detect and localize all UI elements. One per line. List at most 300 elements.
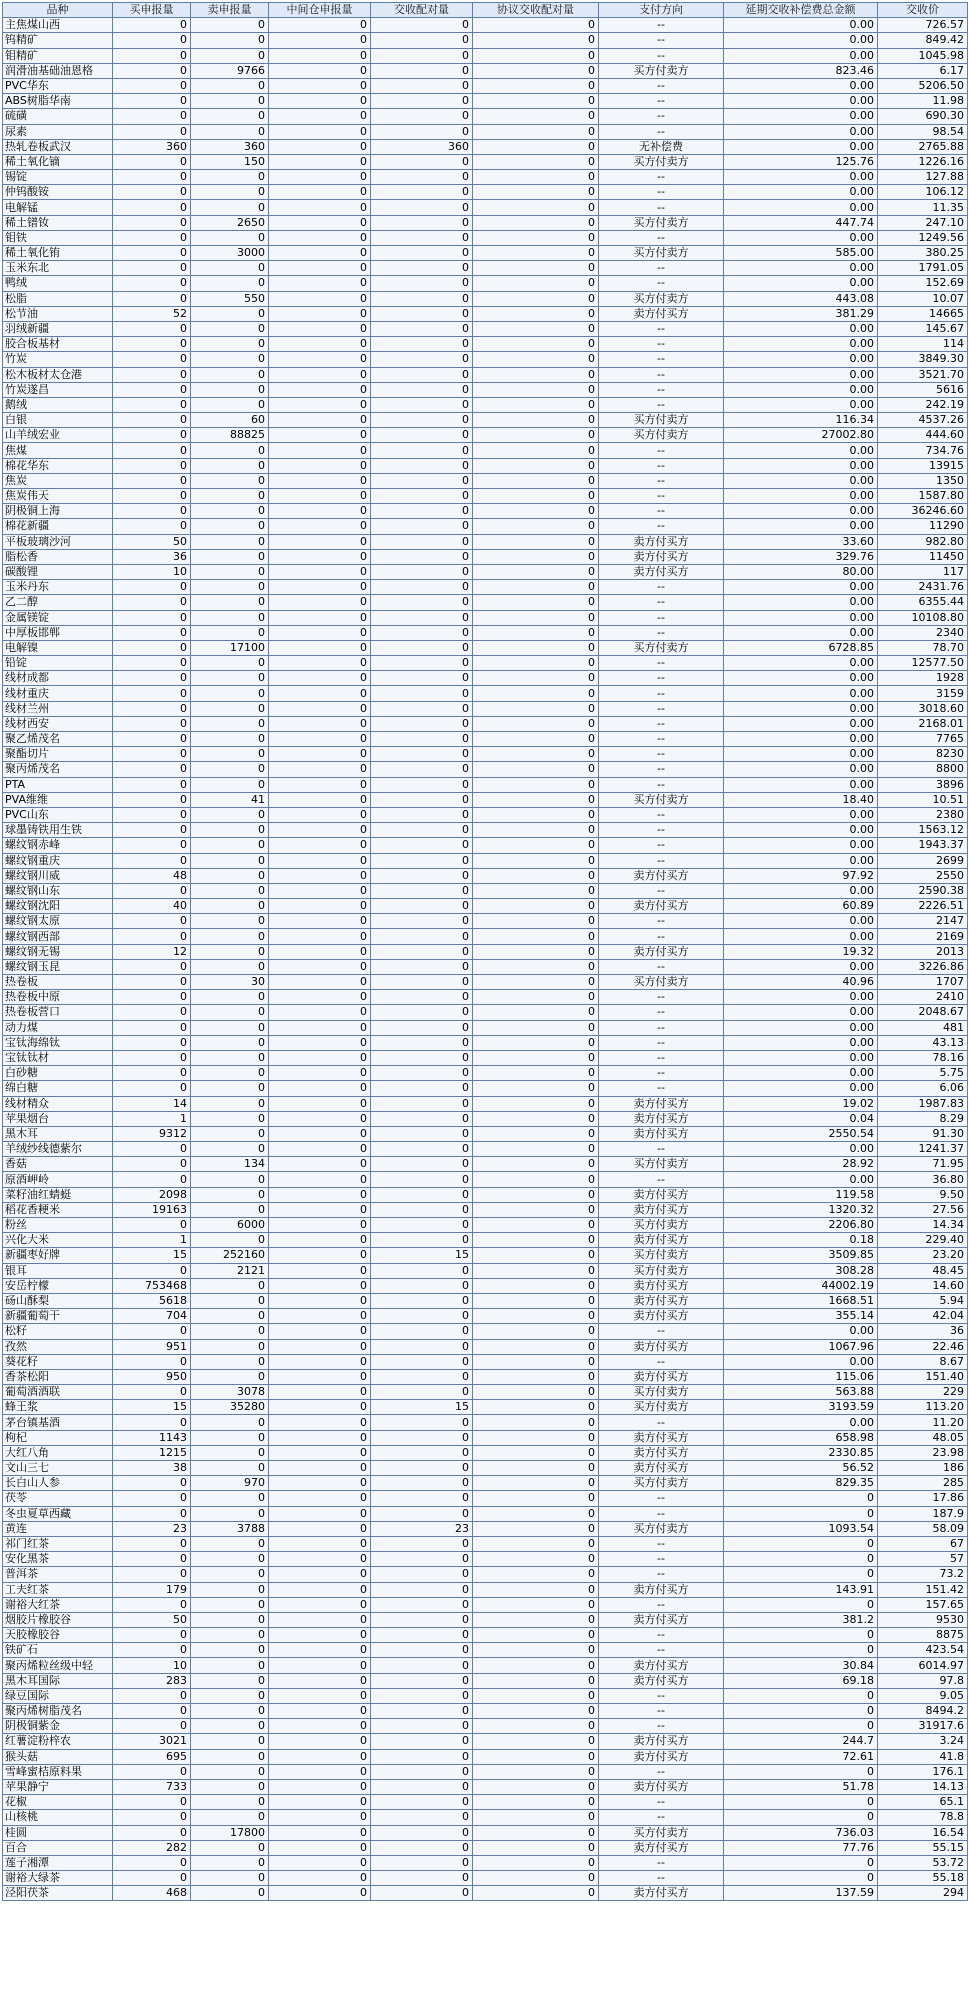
cell-buy-qty: 0 [113, 63, 191, 78]
cell-middle-qty: 0 [269, 1172, 371, 1187]
cell-sell-qty: 0 [191, 580, 269, 595]
cell-compensation: 0.00 [724, 1142, 878, 1157]
cell-agreement-qty: 0 [473, 762, 599, 777]
table-row [3, 48, 968, 63]
cell-variety: 红薯淀粉梓农 [3, 1734, 113, 1749]
cell-variety: 阴极铜紫金 [3, 1719, 113, 1734]
cell-matched-qty: 0 [371, 1005, 473, 1020]
cell-variety: 聚丙烯树脂茂名 [3, 1704, 113, 1719]
cell-compensation: 0.00 [724, 382, 878, 397]
cell-agreement-qty: 0 [473, 230, 599, 245]
cell-sell-qty: 0 [191, 1293, 269, 1308]
cell-matched-qty: 0 [371, 1096, 473, 1111]
cell-middle-qty: 0 [269, 382, 371, 397]
cell-sell-qty: 0 [191, 1795, 269, 1810]
cell-middle-qty: 0 [269, 1385, 371, 1400]
cell-sell-qty: 0 [191, 170, 269, 185]
cell-delivery-price: 8494.2 [878, 1704, 968, 1719]
cell-agreement-qty: 0 [473, 367, 599, 382]
table-row [3, 1339, 968, 1354]
cell-middle-qty: 0 [269, 124, 371, 139]
cell-sell-qty: 0 [191, 94, 269, 109]
cell-buy-qty: 0 [113, 671, 191, 686]
cell-agreement-qty: 0 [473, 1293, 599, 1308]
cell-middle-qty: 0 [269, 397, 371, 412]
cell-sell-qty: 0 [191, 261, 269, 276]
cell-buy-qty: 0 [113, 382, 191, 397]
table-row [3, 1066, 968, 1081]
cell-compensation: 0 [724, 1628, 878, 1643]
cell-variety: 聚乙烯茂名 [3, 732, 113, 747]
cell-variety: 螺纹钢西部 [3, 929, 113, 944]
cell-sell-qty: 0 [191, 352, 269, 367]
cell-compensation: 0.00 [724, 139, 878, 154]
cell-middle-qty: 0 [269, 78, 371, 93]
cell-buy-qty: 0 [113, 625, 191, 640]
cell-pay-direction: 卖方付买方 [599, 1582, 724, 1597]
table-row [3, 1779, 968, 1794]
cell-delivery-price: 78.70 [878, 640, 968, 655]
cell-delivery-price: 41.8 [878, 1749, 968, 1764]
cell-delivery-price: 8.67 [878, 1354, 968, 1369]
cell-matched-qty: 0 [371, 1567, 473, 1582]
table-row [3, 1810, 968, 1825]
cell-compensation: 60.89 [724, 899, 878, 914]
cell-delivery-price: 481 [878, 1020, 968, 1035]
cell-matched-qty: 0 [371, 321, 473, 336]
cell-matched-qty: 0 [371, 1658, 473, 1673]
table-row [3, 382, 968, 397]
cell-agreement-qty: 0 [473, 1142, 599, 1157]
cell-variety: 白银 [3, 413, 113, 428]
cell-variety: ABS树脂华南 [3, 94, 113, 109]
cell-middle-qty: 0 [269, 1020, 371, 1035]
cell-agreement-qty: 0 [473, 1445, 599, 1460]
table-row [3, 868, 968, 883]
table-row [3, 580, 968, 595]
cell-variety: 菜籽油红蜻蜓 [3, 1187, 113, 1202]
cell-buy-qty: 0 [113, 1263, 191, 1278]
cell-matched-qty: 0 [371, 443, 473, 458]
cell-pay-direction: -- [599, 1719, 724, 1734]
cell-pay-direction: -- [599, 701, 724, 716]
cell-compensation: 443.08 [724, 291, 878, 306]
cell-compensation: 0.00 [724, 686, 878, 701]
cell-delivery-price: 1943.37 [878, 838, 968, 853]
cell-matched-qty: 0 [371, 109, 473, 124]
cell-agreement-qty: 0 [473, 823, 599, 838]
cell-delivery-price: 11450 [878, 549, 968, 564]
cell-compensation: 355.14 [724, 1309, 878, 1324]
table-row [3, 1597, 968, 1612]
cell-variety: 钼铁 [3, 230, 113, 245]
cell-middle-qty: 0 [269, 1233, 371, 1248]
cell-variety: 竹炭遂昌 [3, 382, 113, 397]
cell-agreement-qty: 0 [473, 1020, 599, 1035]
table-row [3, 716, 968, 731]
cell-pay-direction: -- [599, 94, 724, 109]
cell-pay-direction: -- [599, 929, 724, 944]
cell-agreement-qty: 0 [473, 458, 599, 473]
cell-agreement-qty: 0 [473, 1461, 599, 1476]
cell-sell-qty: 550 [191, 291, 269, 306]
cell-sell-qty: 88825 [191, 428, 269, 443]
cell-buy-qty: 0 [113, 215, 191, 230]
cell-middle-qty: 0 [269, 1567, 371, 1582]
cell-agreement-qty: 0 [473, 1111, 599, 1126]
cell-agreement-qty: 0 [473, 732, 599, 747]
cell-buy-qty: 0 [113, 473, 191, 488]
cell-delivery-price: 5.75 [878, 1066, 968, 1081]
cell-buy-qty: 0 [113, 291, 191, 306]
cell-buy-qty: 0 [113, 367, 191, 382]
cell-variety: 花椒 [3, 1795, 113, 1810]
cell-sell-qty: 0 [191, 1536, 269, 1551]
cell-compensation: 0.00 [724, 1081, 878, 1096]
table-row [3, 777, 968, 792]
cell-middle-qty: 0 [269, 777, 371, 792]
cell-matched-qty: 0 [371, 1871, 473, 1886]
cell-buy-qty: 0 [113, 428, 191, 443]
cell-variety: 孜然 [3, 1339, 113, 1354]
table-row [3, 944, 968, 959]
cell-matched-qty: 0 [371, 1202, 473, 1217]
cell-pay-direction: -- [599, 610, 724, 625]
cell-sell-qty: 0 [191, 1142, 269, 1157]
col-header-sell-qty: 卖申报量 [191, 3, 269, 18]
table-row [3, 732, 968, 747]
cell-compensation: 3509.85 [724, 1248, 878, 1263]
cell-sell-qty: 0 [191, 686, 269, 701]
cell-buy-qty: 5618 [113, 1293, 191, 1308]
cell-compensation: 0.00 [724, 94, 878, 109]
table-row [3, 94, 968, 109]
cell-pay-direction: -- [599, 170, 724, 185]
cell-buy-qty: 0 [113, 1385, 191, 1400]
cell-compensation: 0.00 [724, 762, 878, 777]
cell-sell-qty: 0 [191, 1552, 269, 1567]
table-row [3, 1309, 968, 1324]
cell-pay-direction: 买方付卖方 [599, 1248, 724, 1263]
cell-middle-qty: 0 [269, 215, 371, 230]
cell-agreement-qty: 0 [473, 1218, 599, 1233]
cell-buy-qty: 0 [113, 656, 191, 671]
cell-compensation: 0.00 [724, 443, 878, 458]
cell-buy-qty: 3021 [113, 1734, 191, 1749]
cell-variety: 安岳柠檬 [3, 1278, 113, 1293]
cell-buy-qty: 0 [113, 321, 191, 336]
cell-buy-qty: 0 [113, 792, 191, 807]
cell-agreement-qty: 0 [473, 246, 599, 261]
cell-pay-direction: -- [599, 1506, 724, 1521]
cell-pay-direction: -- [599, 1172, 724, 1187]
cell-pay-direction: -- [599, 1415, 724, 1430]
cell-variety: 羊绒纱线德紫尔 [3, 1142, 113, 1157]
cell-sell-qty: 0 [191, 1734, 269, 1749]
cell-sell-qty: 3078 [191, 1385, 269, 1400]
cell-middle-qty: 0 [269, 959, 371, 974]
cell-variety: 螺纹钢川威 [3, 868, 113, 883]
cell-variety: 润滑油基础油恩格 [3, 63, 113, 78]
cell-middle-qty: 0 [269, 1597, 371, 1612]
cell-variety: 主焦煤山西 [3, 18, 113, 33]
cell-pay-direction: -- [599, 580, 724, 595]
cell-variety: 苹果静宁 [3, 1779, 113, 1794]
cell-buy-qty: 179 [113, 1582, 191, 1597]
cell-compensation: 0 [724, 1552, 878, 1567]
cell-pay-direction: -- [599, 458, 724, 473]
cell-matched-qty: 0 [371, 640, 473, 655]
cell-variety: 稀土镨钕 [3, 215, 113, 230]
cell-middle-qty: 0 [269, 504, 371, 519]
cell-compensation: 1320.32 [724, 1202, 878, 1217]
cell-middle-qty: 0 [269, 185, 371, 200]
cell-variety: 螺纹钢玉昆 [3, 959, 113, 974]
cell-middle-qty: 0 [269, 428, 371, 443]
cell-sell-qty: 0 [191, 534, 269, 549]
table-row [3, 549, 968, 564]
cell-delivery-price: 36246.60 [878, 504, 968, 519]
cell-middle-qty: 0 [269, 291, 371, 306]
col-header-middle-qty: 中间仓申报量 [269, 3, 371, 18]
cell-buy-qty: 0 [113, 1810, 191, 1825]
cell-pay-direction: -- [599, 1688, 724, 1703]
table-row [3, 1202, 968, 1217]
cell-sell-qty: 0 [191, 1612, 269, 1627]
cell-middle-qty: 0 [269, 1005, 371, 1020]
cell-pay-direction: 卖方付买方 [599, 549, 724, 564]
cell-sell-qty: 0 [191, 1749, 269, 1764]
cell-matched-qty: 0 [371, 1430, 473, 1445]
cell-pay-direction: -- [599, 823, 724, 838]
cell-buy-qty: 2098 [113, 1187, 191, 1202]
cell-matched-qty: 0 [371, 853, 473, 868]
cell-delivery-price: 11.20 [878, 1415, 968, 1430]
cell-middle-qty: 0 [269, 883, 371, 898]
cell-agreement-qty: 0 [473, 701, 599, 716]
cell-sell-qty: 0 [191, 1461, 269, 1476]
cell-compensation: 0.00 [724, 230, 878, 245]
table-row [3, 1506, 968, 1521]
cell-compensation: 0 [724, 1810, 878, 1825]
cell-compensation: 119.58 [724, 1187, 878, 1202]
cell-buy-qty: 0 [113, 48, 191, 63]
cell-delivery-price: 114 [878, 337, 968, 352]
cell-variety: 棉花新疆 [3, 519, 113, 534]
cell-variety: 聚丙烯茂名 [3, 762, 113, 777]
table-row [3, 1400, 968, 1415]
cell-pay-direction: -- [599, 48, 724, 63]
cell-matched-qty: 0 [371, 1810, 473, 1825]
cell-sell-qty: 0 [191, 519, 269, 534]
cell-buy-qty: 0 [113, 504, 191, 519]
cell-pay-direction: -- [599, 321, 724, 336]
cell-compensation: 0 [724, 1567, 878, 1582]
cell-matched-qty: 0 [371, 1445, 473, 1460]
cell-sell-qty: 0 [191, 899, 269, 914]
cell-pay-direction: -- [599, 1020, 724, 1035]
cell-matched-qty: 0 [371, 1704, 473, 1719]
cell-agreement-qty: 0 [473, 1187, 599, 1202]
cell-variety: PVC山东 [3, 807, 113, 822]
cell-middle-qty: 0 [269, 109, 371, 124]
cell-matched-qty: 0 [371, 1461, 473, 1476]
cell-agreement-qty: 0 [473, 656, 599, 671]
cell-delivery-price: 726.57 [878, 18, 968, 33]
cell-compensation: 308.28 [724, 1263, 878, 1278]
cell-agreement-qty: 0 [473, 1126, 599, 1141]
table-row [3, 1445, 968, 1460]
cell-middle-qty: 0 [269, 1779, 371, 1794]
cell-agreement-qty: 0 [473, 1719, 599, 1734]
cell-matched-qty: 0 [371, 716, 473, 731]
cell-pay-direction: 买方付卖方 [599, 1157, 724, 1172]
cell-delivery-price: 48.45 [878, 1263, 968, 1278]
table-row [3, 1035, 968, 1050]
cell-agreement-qty: 0 [473, 33, 599, 48]
cell-variety: 黑木耳国际 [3, 1673, 113, 1688]
table-row [3, 1218, 968, 1233]
table-row [3, 504, 968, 519]
cell-delivery-price: 982.80 [878, 534, 968, 549]
cell-delivery-price: 2590.38 [878, 883, 968, 898]
cell-variety: 锡锭 [3, 170, 113, 185]
cell-middle-qty: 0 [269, 807, 371, 822]
cell-matched-qty: 0 [371, 625, 473, 640]
cell-compensation: 447.74 [724, 215, 878, 230]
cell-agreement-qty: 0 [473, 18, 599, 33]
cell-compensation: 0.00 [724, 337, 878, 352]
cell-pay-direction: -- [599, 914, 724, 929]
cell-agreement-qty: 0 [473, 1749, 599, 1764]
cell-variety: 稀土氧化铕 [3, 246, 113, 261]
table-row [3, 1749, 968, 1764]
cell-matched-qty: 0 [371, 1157, 473, 1172]
cell-variety: 大红八角 [3, 1445, 113, 1460]
table-row [3, 686, 968, 701]
cell-compensation: 0.00 [724, 367, 878, 382]
cell-delivery-price: 2340 [878, 625, 968, 640]
cell-variety: 螺纹钢赤峰 [3, 838, 113, 853]
cell-delivery-price: 2147 [878, 914, 968, 929]
cell-buy-qty: 36 [113, 549, 191, 564]
cell-middle-qty: 0 [269, 990, 371, 1005]
table-row [3, 625, 968, 640]
cell-sell-qty: 0 [191, 504, 269, 519]
cell-compensation: 18.40 [724, 792, 878, 807]
cell-delivery-price: 31917.6 [878, 1719, 968, 1734]
table-row [3, 1628, 968, 1643]
cell-delivery-price: 13915 [878, 458, 968, 473]
table-row [3, 124, 968, 139]
cell-matched-qty: 0 [371, 564, 473, 579]
cell-agreement-qty: 0 [473, 48, 599, 63]
cell-matched-qty: 0 [371, 610, 473, 625]
cell-variety: 祁门红茶 [3, 1536, 113, 1551]
cell-sell-qty: 2650 [191, 215, 269, 230]
cell-buy-qty: 1 [113, 1111, 191, 1126]
cell-delivery-price: 3018.60 [878, 701, 968, 716]
cell-sell-qty: 0 [191, 337, 269, 352]
cell-matched-qty: 0 [371, 1552, 473, 1567]
cell-sell-qty: 0 [191, 625, 269, 640]
cell-agreement-qty: 0 [473, 276, 599, 291]
cell-agreement-qty: 0 [473, 1704, 599, 1719]
table-row [3, 1764, 968, 1779]
cell-matched-qty: 0 [371, 1476, 473, 1491]
cell-agreement-qty: 0 [473, 1157, 599, 1172]
cell-delivery-price: 55.15 [878, 1840, 968, 1855]
cell-buy-qty: 0 [113, 1172, 191, 1187]
cell-pay-direction: -- [599, 33, 724, 48]
cell-buy-qty: 19163 [113, 1202, 191, 1217]
cell-sell-qty: 0 [191, 109, 269, 124]
cell-delivery-price: 91.30 [878, 1126, 968, 1141]
cell-sell-qty: 0 [191, 1187, 269, 1202]
cell-middle-qty: 0 [269, 1369, 371, 1384]
cell-middle-qty: 0 [269, 367, 371, 382]
cell-sell-qty: 0 [191, 1643, 269, 1658]
cell-variety: 香菇 [3, 1157, 113, 1172]
cell-compensation: 56.52 [724, 1461, 878, 1476]
cell-matched-qty: 0 [371, 1840, 473, 1855]
table-row [3, 640, 968, 655]
cell-pay-direction: -- [599, 1855, 724, 1870]
cell-pay-direction: -- [599, 337, 724, 352]
cell-delivery-price: 1241.37 [878, 1142, 968, 1157]
cell-delivery-price: 151.40 [878, 1369, 968, 1384]
cell-middle-qty: 0 [269, 1871, 371, 1886]
cell-middle-qty: 0 [269, 1734, 371, 1749]
cell-agreement-qty: 0 [473, 1688, 599, 1703]
cell-matched-qty: 0 [371, 1142, 473, 1157]
cell-delivery-price: 2048.67 [878, 1005, 968, 1020]
cell-buy-qty: 0 [113, 489, 191, 504]
cell-middle-qty: 0 [269, 413, 371, 428]
cell-sell-qty: 0 [191, 367, 269, 382]
table-row [3, 428, 968, 443]
cell-compensation: 115.06 [724, 1369, 878, 1384]
cell-pay-direction: 买方付卖方 [599, 1218, 724, 1233]
cell-variety: 绿豆国际 [3, 1688, 113, 1703]
table-row [3, 18, 968, 33]
cell-sell-qty: 0 [191, 1855, 269, 1870]
cell-matched-qty: 0 [371, 1081, 473, 1096]
cell-middle-qty: 0 [269, 1096, 371, 1111]
table-row [3, 595, 968, 610]
cell-compensation: 0.00 [724, 701, 878, 716]
table-row [3, 1886, 968, 1901]
cell-compensation: 0.00 [724, 1020, 878, 1035]
cell-sell-qty: 0 [191, 868, 269, 883]
cell-sell-qty: 0 [191, 1597, 269, 1612]
cell-pay-direction: 卖方付买方 [599, 1461, 724, 1476]
cell-compensation: 69.18 [724, 1673, 878, 1688]
cell-agreement-qty: 0 [473, 139, 599, 154]
cell-sell-qty: 0 [191, 18, 269, 33]
cell-matched-qty: 0 [371, 823, 473, 838]
cell-pay-direction: 卖方付买方 [599, 564, 724, 579]
cell-compensation: 0.00 [724, 519, 878, 534]
cell-buy-qty: 0 [113, 640, 191, 655]
cell-sell-qty: 0 [191, 1081, 269, 1096]
cell-middle-qty: 0 [269, 914, 371, 929]
cell-pay-direction: -- [599, 1142, 724, 1157]
cell-pay-direction: 卖方付买方 [599, 1886, 724, 1901]
cell-sell-qty: 0 [191, 1339, 269, 1354]
cell-compensation: 2550.54 [724, 1126, 878, 1141]
cell-delivery-price: 9.05 [878, 1688, 968, 1703]
